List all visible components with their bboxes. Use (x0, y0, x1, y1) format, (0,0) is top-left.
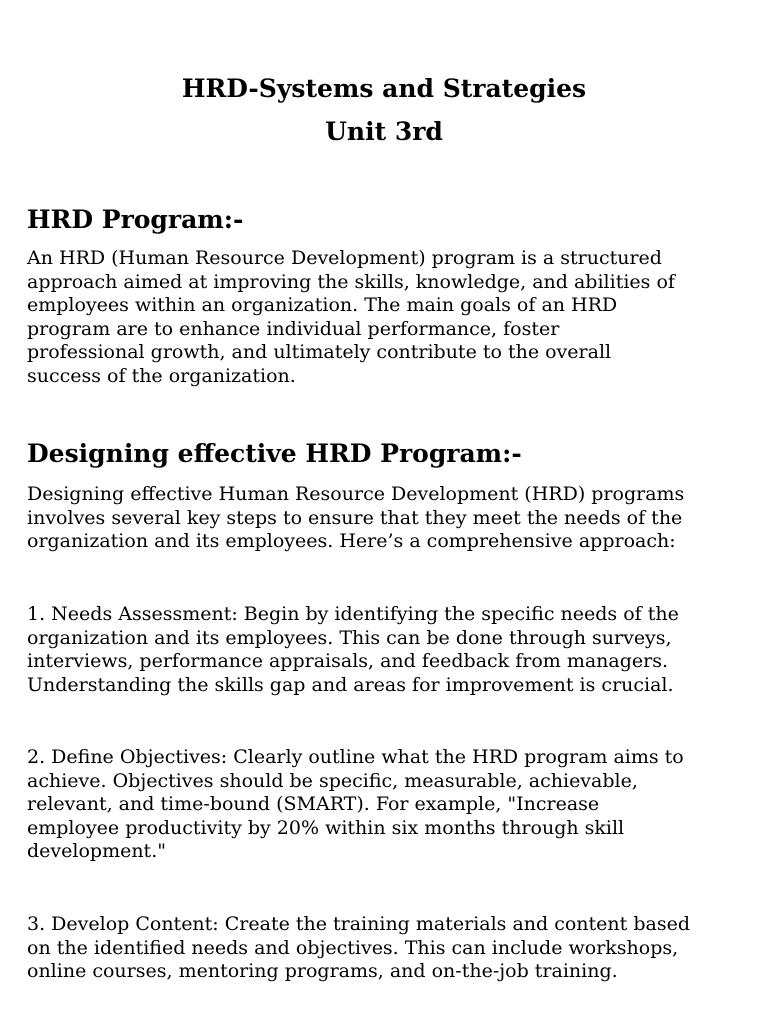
text-line: 1. Needs Assessment: Begin by identifying the specific needs of the (27, 603, 679, 625)
text-line: An HRD (Human Resource Development) program is a structured (27, 247, 662, 269)
text-line: achieve. Objectives should be specific, measurable, achievable, (27, 769, 638, 792)
text-line: involves several key steps to ensure that they meet the needs of the (27, 506, 683, 529)
step-needs-assessment (27, 603, 747, 697)
section-heading-designing-program: Designing effective HRD Program:- (27, 439, 522, 468)
section-paragraph-hrd-program (27, 247, 747, 389)
text-line: employees within an organization. The main goals of an HRD (27, 294, 618, 317)
text-line: 2. Define Objectives: Clearly outline what the HRD program aims to (27, 746, 684, 768)
text-line: Understanding the skills gap and areas for improvement is crucial. (27, 673, 674, 696)
step-develop-content (27, 913, 747, 984)
text-line: success of the organization. (27, 364, 296, 387)
text-line: 3. Develop Content: Create the training materials and content based (27, 913, 690, 935)
document-title: HRD-Systems and Strategies (181, 74, 587, 103)
step-define-objectives (27, 746, 747, 864)
text-line: organization and its employees. Here’s a comprehensive approach: (27, 530, 676, 553)
section-paragraph-designing-program (27, 483, 747, 554)
text-line: online courses, mentoring programs, and on-the-job training. (27, 960, 618, 983)
text-line: organization and its employees. This can be done through surveys, (27, 626, 672, 649)
text-line: on the identified needs and objectives. This can include workshops, (27, 936, 679, 959)
document-subtitle: Unit 3rd (325, 117, 443, 146)
text-line: relevant, and time-bound (SMART). For example, "Increase (27, 793, 600, 816)
text-line: professional growth, and ultimately contribute to the overall (27, 341, 612, 364)
text-line: Designing effective Human Resource Development (HRD) programs (27, 483, 685, 505)
text-line: employee productivity by 20% within six months through skill (27, 816, 625, 839)
text-line: approach aimed at improving the skills, knowledge, and abilities of (27, 270, 675, 293)
text-line: interviews, performance appraisals, and feedback from managers. (27, 650, 669, 673)
section-heading-hrd-program: HRD Program:- (27, 205, 244, 234)
text-line: development." (27, 840, 166, 863)
text-line: program are to enhance individual performance, foster (27, 317, 560, 340)
